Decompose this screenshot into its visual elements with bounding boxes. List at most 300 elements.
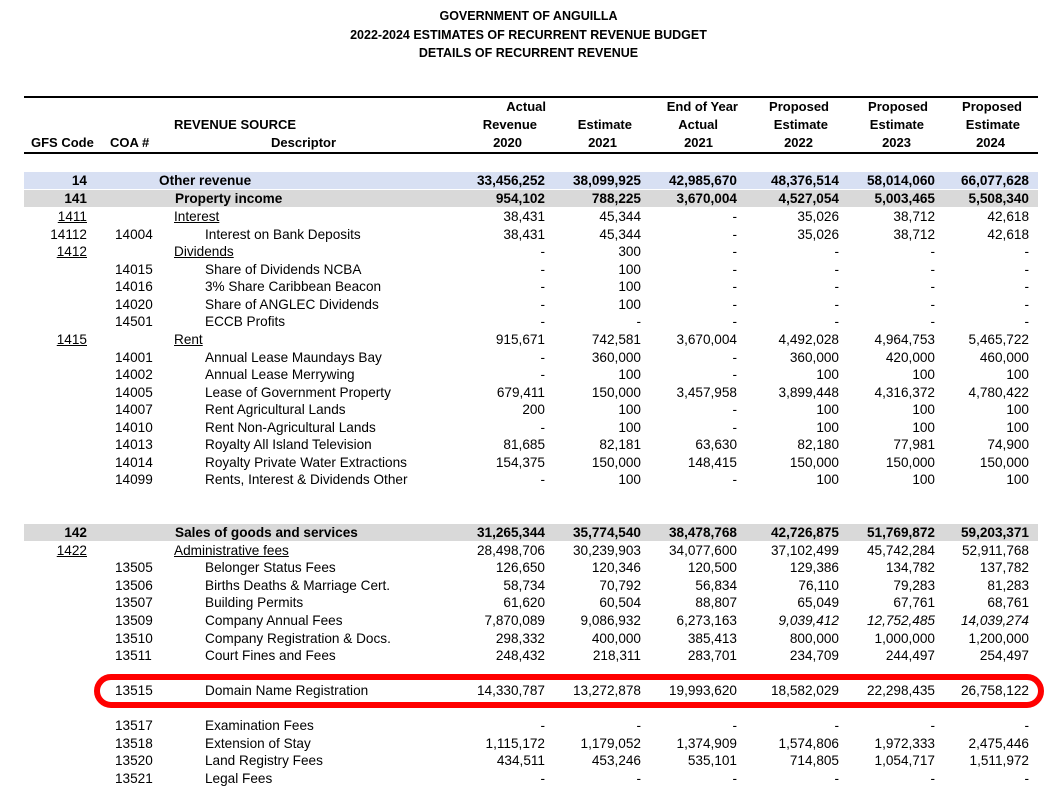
proposed-2023: 100 xyxy=(912,420,935,435)
proposed-2024: - xyxy=(1024,314,1029,329)
proposed-2024: 100 xyxy=(1006,472,1029,487)
table-row xyxy=(0,226,1057,244)
proposed-2024: 81,283 xyxy=(987,578,1029,593)
proposed-2022: - xyxy=(834,771,839,786)
table-row xyxy=(0,366,1057,384)
actual-2020: 434,511 xyxy=(496,753,545,768)
proposed-2024: 5,465,722 xyxy=(968,332,1029,347)
proposed-2022: 48,376,514 xyxy=(770,173,839,188)
estimate-2021: 218,311 xyxy=(592,648,641,663)
eoy-actual-2021: 535,101 xyxy=(687,753,737,768)
gfs-code: 1411 xyxy=(57,209,87,224)
coa-number: 14016 xyxy=(115,279,153,294)
proposed-2022: 4,492,028 xyxy=(778,332,839,347)
proposed-2023: - xyxy=(930,262,935,277)
proposed-2022: - xyxy=(834,262,839,277)
estimate-2021: 100 xyxy=(618,262,641,277)
table-row xyxy=(0,208,1057,226)
eoy-actual-2021: - xyxy=(732,367,737,382)
coa-number: 13520 xyxy=(115,753,153,768)
header-estimate-line2: Estimate xyxy=(577,117,632,132)
eoy-actual-2021: - xyxy=(732,209,737,224)
estimate-2021: 100 xyxy=(618,420,641,435)
header-p2023-line1: Proposed xyxy=(868,99,928,114)
coa-number: 13507 xyxy=(115,595,153,610)
table-row xyxy=(0,647,1057,665)
coa-number: 14099 xyxy=(115,472,153,487)
actual-2020: 248,432 xyxy=(495,648,545,663)
coa-number: 14005 xyxy=(115,385,153,400)
estimate-2021: - xyxy=(636,718,641,733)
estimate-2021: 453,246 xyxy=(591,753,641,768)
proposed-2024: 66,077,628 xyxy=(960,173,1029,188)
coa-number: 13506 xyxy=(115,578,153,593)
proposed-2022: - xyxy=(834,244,839,259)
estimate-2021: 13,272,878 xyxy=(572,683,641,698)
row-descriptor: Belonger Status Fees xyxy=(205,560,336,575)
coa-number: 14501 xyxy=(115,314,153,329)
proposed-2023: 79,283 xyxy=(893,578,935,593)
proposed-2024: 74,900 xyxy=(987,437,1029,452)
header-bottom-rule xyxy=(24,152,1038,154)
actual-2020: - xyxy=(540,367,545,382)
proposed-2024: 14,039,274 xyxy=(960,613,1029,628)
proposed-2023: 4,964,753 xyxy=(874,332,935,347)
estimate-2021: 38,099,925 xyxy=(572,173,641,188)
table-row xyxy=(0,190,1057,208)
coa-number: 14013 xyxy=(115,437,153,452)
proposed-2024: 100 xyxy=(1006,402,1029,417)
eoy-actual-2021: 56,834 xyxy=(695,578,737,593)
row-descriptor: Company Registration & Docs. xyxy=(205,631,391,646)
proposed-2023: 134,782 xyxy=(885,560,935,575)
row-descriptor: Lease of Government Property xyxy=(205,385,391,400)
eoy-actual-2021: - xyxy=(732,227,737,242)
highlight-oval xyxy=(94,674,1044,708)
header-p2023-line3: 2023 xyxy=(882,135,911,150)
proposed-2024: 42,618 xyxy=(987,227,1029,242)
row-descriptor: Building Permits xyxy=(205,595,304,610)
estimate-2021: 788,225 xyxy=(591,191,641,206)
header-estimate-line3: 2021 xyxy=(588,135,617,150)
eoy-actual-2021: 283,701 xyxy=(687,648,737,663)
header-revenue-source: REVENUE SOURCE xyxy=(174,117,297,132)
proposed-2023: 100 xyxy=(912,402,935,417)
header-p2023-line2: Estimate xyxy=(869,117,924,132)
proposed-2022: 800,000 xyxy=(789,631,839,646)
proposed-2022: 234,709 xyxy=(789,648,839,663)
row-descriptor: Extension of Stay xyxy=(205,736,311,751)
row-descriptor: Births Deaths & Marriage Cert. xyxy=(205,578,391,593)
gfs-code: 14 xyxy=(71,173,87,188)
proposed-2024: 1,511,972 xyxy=(969,753,1029,768)
eoy-actual-2021: 38,478,768 xyxy=(668,525,737,540)
actual-2020: - xyxy=(540,262,545,277)
proposed-2022: - xyxy=(834,718,839,733)
estimate-2021: 300 xyxy=(618,244,641,259)
gfs-code: 1422 xyxy=(56,543,87,558)
proposed-2023: 420,000 xyxy=(885,350,935,365)
estimate-2021: 100 xyxy=(618,402,641,417)
proposed-2022: 65,049 xyxy=(797,595,839,610)
table-row xyxy=(0,752,1057,770)
actual-2020: 954,102 xyxy=(495,191,545,206)
proposed-2023: 150,000 xyxy=(885,455,935,470)
estimate-2021: - xyxy=(636,771,641,786)
estimate-2021: 100 xyxy=(618,297,641,312)
gfs-code: 142 xyxy=(64,525,87,540)
actual-2020: 33,456,252 xyxy=(476,173,545,188)
table-row xyxy=(0,401,1057,419)
proposed-2022: 360,000 xyxy=(789,350,839,365)
proposed-2024: 68,761 xyxy=(987,595,1029,610)
header-p2022-line1: Proposed xyxy=(769,99,829,114)
header-p2024-line2: Estimate xyxy=(965,117,1020,132)
header-actual-line2: Revenue xyxy=(482,117,537,132)
eoy-actual-2021: 42,985,670 xyxy=(668,173,737,188)
proposed-2024: 254,497 xyxy=(979,648,1029,663)
coa-number: 13509 xyxy=(115,613,153,628)
eoy-actual-2021: 19,993,620 xyxy=(668,683,737,698)
proposed-2023: 4,316,372 xyxy=(874,385,935,400)
proposed-2022: 76,110 xyxy=(798,578,839,593)
eoy-actual-2021: 385,413 xyxy=(687,631,737,646)
table-row xyxy=(0,471,1057,489)
estimate-2021: 35,774,540 xyxy=(572,525,641,540)
header-p2024-line1: Proposed xyxy=(962,99,1022,114)
proposed-2024: 100 xyxy=(1006,367,1029,382)
table-row xyxy=(0,770,1057,788)
proposed-2022: 100 xyxy=(816,367,839,382)
eoy-actual-2021: 148,415 xyxy=(687,455,737,470)
estimate-2021: 30,239,903 xyxy=(572,543,641,558)
proposed-2023: - xyxy=(930,718,935,733)
proposed-2022: 3,899,448 xyxy=(778,385,839,400)
table-row xyxy=(0,278,1057,296)
proposed-2024: 52,911,768 xyxy=(961,543,1029,558)
coa-number: 14001 xyxy=(115,350,153,365)
proposed-2024: 26,758,122 xyxy=(960,683,1029,698)
eoy-actual-2021: 88,807 xyxy=(695,595,737,610)
proposed-2024: 150,000 xyxy=(979,455,1029,470)
table-row xyxy=(0,419,1057,437)
coa-number: 14014 xyxy=(115,455,153,470)
actual-2020: 200 xyxy=(522,402,545,417)
row-descriptor: Rent Non-Agricultural Lands xyxy=(205,420,376,435)
eoy-actual-2021: - xyxy=(732,718,737,733)
table-row xyxy=(0,296,1057,314)
table-row xyxy=(0,594,1057,612)
row-descriptor: Annual Lease Merrywing xyxy=(205,367,355,382)
actual-2020: 7,870,089 xyxy=(484,613,545,628)
eoy-actual-2021: 3,670,004 xyxy=(676,191,737,206)
proposed-2022: 35,026 xyxy=(797,227,839,242)
proposed-2024: - xyxy=(1024,279,1029,294)
proposed-2023: 38,712 xyxy=(893,209,935,224)
gfs-code: 14112 xyxy=(50,227,87,242)
proposed-2023: 12,752,485 xyxy=(866,613,935,628)
header-gfs-code: GFS Code xyxy=(31,135,94,150)
proposed-2023: 77,981 xyxy=(893,437,935,452)
eoy-actual-2021: - xyxy=(732,472,737,487)
eoy-actual-2021: 1,374,909 xyxy=(676,736,737,751)
row-descriptor: Rent Agricultural Lands xyxy=(205,402,346,417)
proposed-2023: - xyxy=(930,244,935,259)
estimate-2021: 100 xyxy=(618,367,641,382)
table-row xyxy=(0,735,1057,753)
proposed-2024: 1,200,000 xyxy=(968,631,1029,646)
actual-2020: 38,431 xyxy=(503,227,545,242)
row-descriptor: Property income xyxy=(175,191,283,206)
proposed-2022: 714,805 xyxy=(789,753,839,768)
title-line-2: 2022-2024 ESTIMATES OF RECURRENT REVENUE BUDGET xyxy=(350,28,707,42)
proposed-2023: - xyxy=(930,771,935,786)
proposed-2024: - xyxy=(1024,297,1029,312)
estimate-2021: 100 xyxy=(618,472,641,487)
coa-number: 14002 xyxy=(115,367,153,382)
row-descriptor: 3% Share Caribbean Beacon xyxy=(205,279,382,294)
proposed-2022: - xyxy=(834,314,839,329)
proposed-2023: - xyxy=(930,297,935,312)
proposed-2022: 129,386 xyxy=(789,560,839,575)
header-p2022-line2: Estimate xyxy=(773,117,828,132)
actual-2020: - xyxy=(540,718,545,733)
table-row xyxy=(0,384,1057,402)
actual-2020: - xyxy=(540,244,545,259)
header-descriptor: Descriptor xyxy=(271,135,337,150)
table-row xyxy=(0,349,1057,367)
row-descriptor: Royalty Private Water Extractions xyxy=(205,455,407,470)
actual-2020: 58,734 xyxy=(503,578,545,593)
eoy-actual-2021: 6,273,163 xyxy=(676,613,737,628)
row-descriptor: ECCB Profits xyxy=(205,314,286,329)
table-row xyxy=(0,261,1057,279)
header-actual-line1: Actual xyxy=(506,99,546,114)
table-row xyxy=(0,331,1057,349)
table-row xyxy=(0,577,1057,595)
actual-2020: - xyxy=(540,420,545,435)
eoy-actual-2021: 3,670,004 xyxy=(676,332,737,347)
estimate-2021: 742,581 xyxy=(591,332,641,347)
estimate-2021: 1,179,052 xyxy=(580,736,641,751)
coa-number: 13511 xyxy=(115,648,152,663)
coa-number: 14020 xyxy=(115,297,153,312)
proposed-2022: 9,039,412 xyxy=(778,613,839,628)
row-descriptor: Other revenue xyxy=(159,173,252,188)
proposed-2023: 5,003,465 xyxy=(874,191,935,206)
estimate-2021: 60,504 xyxy=(599,595,641,610)
coa-number: 14010 xyxy=(115,420,153,435)
coa-number: 14004 xyxy=(115,227,153,242)
proposed-2022: 1,574,806 xyxy=(778,736,839,751)
actual-2020: 81,685 xyxy=(503,437,545,452)
estimate-2021: 9,086,932 xyxy=(580,613,641,628)
table-row xyxy=(0,524,1057,542)
actual-2020: 154,375 xyxy=(495,455,545,470)
proposed-2023: - xyxy=(930,279,935,294)
proposed-2024: 5,508,340 xyxy=(968,191,1029,206)
proposed-2022: 100 xyxy=(816,402,839,417)
title-line-1: GOVERNMENT OF ANGUILLA xyxy=(439,9,618,23)
eoy-actual-2021: 63,630 xyxy=(695,437,737,452)
eoy-actual-2021: 3,457,958 xyxy=(676,385,737,400)
row-descriptor: Sales of goods and services xyxy=(175,525,358,540)
proposed-2024: 4,780,422 xyxy=(968,385,1029,400)
proposed-2024: 59,203,371 xyxy=(960,525,1029,540)
estimate-2021: 150,000 xyxy=(591,385,641,400)
row-descriptor: Annual Lease Maundays Bay xyxy=(205,350,382,365)
header-eoy-line1: End of Year xyxy=(666,99,738,114)
eoy-actual-2021: - xyxy=(732,350,737,365)
actual-2020: - xyxy=(540,350,545,365)
proposed-2022: - xyxy=(834,279,839,294)
row-descriptor: Rents, Interest & Dividends Other xyxy=(205,472,408,487)
proposed-2024: 137,782 xyxy=(979,560,1029,575)
proposed-2023: 1,972,333 xyxy=(874,736,935,751)
proposed-2022: 37,102,499 xyxy=(770,543,839,558)
proposed-2024: - xyxy=(1024,244,1029,259)
coa-number: 13515 xyxy=(115,683,153,698)
header-p2024-line3: 2024 xyxy=(976,135,1005,150)
actual-2020: - xyxy=(540,771,545,786)
proposed-2023: - xyxy=(930,314,935,329)
row-descriptor: Share of Dividends NCBA xyxy=(205,262,362,277)
estimate-2021: 45,344 xyxy=(599,209,641,224)
row-descriptor: Dividends xyxy=(174,244,234,259)
proposed-2023: 38,712 xyxy=(893,227,935,242)
row-descriptor: Domain Name Registration xyxy=(205,683,369,698)
proposed-2022: 100 xyxy=(816,472,839,487)
proposed-2023: 100 xyxy=(912,367,935,382)
row-descriptor: Land Registry Fees xyxy=(205,753,323,768)
proposed-2022: 4,527,054 xyxy=(778,191,839,206)
table-row xyxy=(0,243,1057,261)
row-descriptor: Company Annual Fees xyxy=(205,613,343,628)
proposed-2023: 51,769,872 xyxy=(866,525,935,540)
proposed-2024: 42,618 xyxy=(987,209,1029,224)
estimate-2021: 82,181 xyxy=(599,437,641,452)
estimate-2021: 360,000 xyxy=(591,350,641,365)
row-descriptor: Court Fines and Fees xyxy=(205,648,336,663)
table-row xyxy=(0,172,1057,190)
header-p2022-line3: 2022 xyxy=(784,135,813,150)
coa-number: 14015 xyxy=(115,262,153,277)
proposed-2024: - xyxy=(1024,771,1029,786)
actual-2020: - xyxy=(540,472,545,487)
coa-number: 13505 xyxy=(115,560,153,575)
eoy-actual-2021: - xyxy=(732,771,737,786)
proposed-2023: 67,761 xyxy=(893,595,935,610)
eoy-actual-2021: - xyxy=(732,420,737,435)
proposed-2023: 100 xyxy=(912,472,935,487)
row-descriptor: Rent xyxy=(174,332,203,347)
proposed-2023: 1,000,000 xyxy=(874,631,935,646)
eoy-actual-2021: 34,077,600 xyxy=(668,543,737,558)
proposed-2023: 1,054,717 xyxy=(874,753,935,768)
title-line-3: DETAILS OF RECURRENT REVENUE xyxy=(418,46,639,60)
proposed-2024: 2,475,446 xyxy=(968,736,1029,751)
actual-2020: 1,115,172 xyxy=(485,736,545,751)
header-eoy-line3: 2021 xyxy=(684,135,713,150)
proposed-2022: 150,000 xyxy=(789,455,839,470)
actual-2020: 126,650 xyxy=(495,560,545,575)
actual-2020: - xyxy=(540,314,545,329)
actual-2020: 38,431 xyxy=(503,209,545,224)
gfs-code: 1412 xyxy=(56,244,87,259)
estimate-2021: 100 xyxy=(618,279,641,294)
estimate-2021: 70,792 xyxy=(599,578,641,593)
coa-number: 13521 xyxy=(115,771,153,786)
proposed-2022: 35,026 xyxy=(797,209,839,224)
proposed-2023: 58,014,060 xyxy=(866,173,935,188)
row-descriptor: Interest xyxy=(174,209,220,224)
coa-number: 13518 xyxy=(115,736,153,751)
actual-2020: 14,330,787 xyxy=(476,683,545,698)
estimate-2021: 45,344 xyxy=(599,227,641,242)
row-descriptor: Legal Fees xyxy=(205,771,273,786)
actual-2020: 31,265,344 xyxy=(476,525,545,540)
table-row xyxy=(0,612,1057,630)
coa-number: 13510 xyxy=(115,631,153,646)
row-descriptor: Royalty All Island Television xyxy=(205,437,372,452)
row-descriptor: Share of ANGLEC Dividends xyxy=(205,297,379,312)
table-row xyxy=(0,542,1057,560)
header-actual-line3: 2020 xyxy=(493,135,522,150)
actual-2020: 28,498,706 xyxy=(476,543,545,558)
proposed-2022: 42,726,875 xyxy=(770,525,839,540)
table-row xyxy=(0,436,1057,454)
actual-2020: 915,671 xyxy=(495,332,545,347)
table-row xyxy=(0,717,1057,735)
header-eoy-line2: Actual xyxy=(678,117,718,132)
header-coa: COA # xyxy=(110,135,150,150)
eoy-actual-2021: - xyxy=(732,262,737,277)
eoy-actual-2021: - xyxy=(732,297,737,312)
proposed-2024: 460,000 xyxy=(979,350,1029,365)
proposed-2024: 100 xyxy=(1006,420,1029,435)
table-row xyxy=(0,559,1057,577)
table-row xyxy=(0,630,1057,648)
proposed-2024: - xyxy=(1024,718,1029,733)
estimate-2021: 400,000 xyxy=(591,631,641,646)
gfs-code: 141 xyxy=(64,191,87,206)
proposed-2022: 100 xyxy=(816,420,839,435)
eoy-actual-2021: - xyxy=(732,279,737,294)
eoy-actual-2021: 120,500 xyxy=(687,560,737,575)
proposed-2023: 244,497 xyxy=(885,648,935,663)
coa-number: 14007 xyxy=(115,402,153,417)
proposed-2022: - xyxy=(834,297,839,312)
proposed-2024: - xyxy=(1024,262,1029,277)
actual-2020: 298,332 xyxy=(495,631,545,646)
actual-2020: 61,620 xyxy=(503,595,545,610)
proposed-2023: 22,298,435 xyxy=(866,683,935,698)
table-row xyxy=(0,454,1057,472)
estimate-2021: - xyxy=(636,314,641,329)
row-descriptor: Administrative fees xyxy=(174,543,289,558)
row-descriptor: Examination Fees xyxy=(205,718,314,733)
estimate-2021: 120,346 xyxy=(591,560,641,575)
coa-number: 13517 xyxy=(115,718,153,733)
row-descriptor: Interest on Bank Deposits xyxy=(205,227,361,242)
estimate-2021: 150,000 xyxy=(591,455,641,470)
proposed-2023: 45,742,284 xyxy=(866,543,935,558)
eoy-actual-2021: - xyxy=(732,402,737,417)
eoy-actual-2021: - xyxy=(732,314,737,329)
table-row xyxy=(0,313,1057,331)
actual-2020: - xyxy=(540,279,545,294)
eoy-actual-2021: - xyxy=(732,244,737,259)
